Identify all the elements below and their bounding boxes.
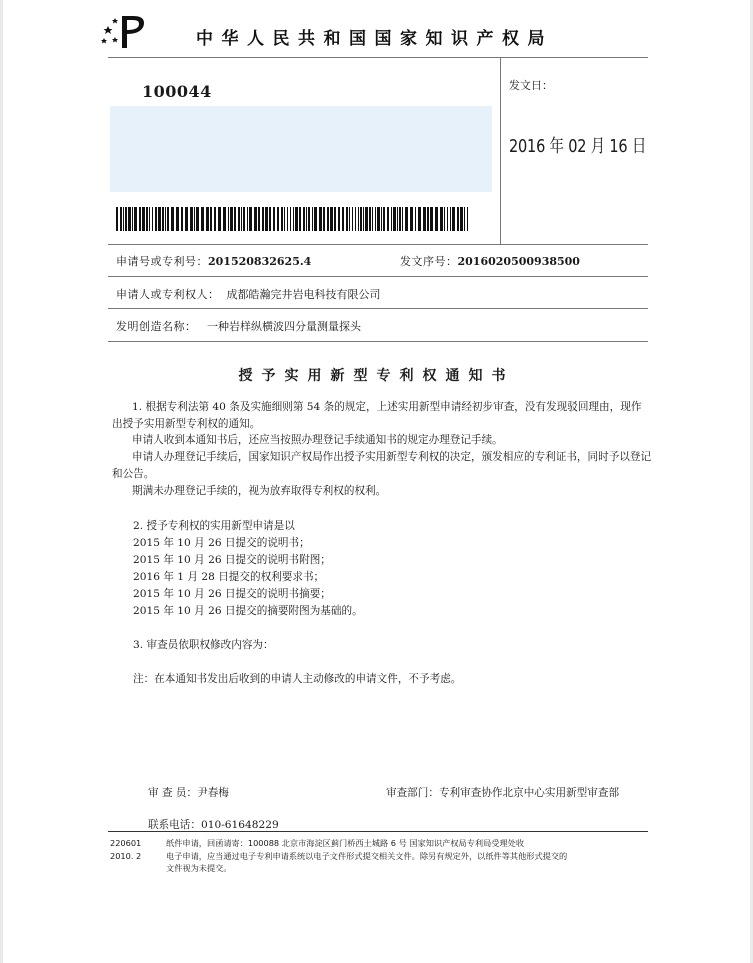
paragraph-1 — [112, 399, 652, 433]
examiner: 审 查 员：尹春梅 — [148, 787, 229, 799]
basis-line: 2015 年 10 月 26 日提交的说明书摘要； — [133, 588, 331, 600]
field-rule-1 — [108, 276, 648, 277]
paragraph-3 — [112, 449, 652, 483]
rule-below-barcode — [108, 244, 648, 245]
postcode: 100044 — [142, 82, 212, 101]
basis-line: 2016 年 1 月 28 日提交的权利要求书； — [133, 571, 325, 583]
form-version: 2010. 2 — [110, 851, 142, 861]
app-no-field — [116, 253, 311, 269]
send-date-value: 2016 年 02 月 16 日 — [509, 137, 647, 157]
paragraph-2-text: 申请人收到本通知书后，还应当按照办理登记手续通知书的规定办理登记手续。 — [132, 434, 503, 446]
footer-paper-note: 纸件申请，回函请寄：100088 北京市海淀区蓟门桥西土城路 6 号 国家知识产权局专利局受理处收 — [166, 838, 525, 848]
basis-line: 2015 年 10 月 26 日提交的摘要附图为基础的。 — [133, 605, 363, 617]
app-no-value: 201520832625.4 — [208, 255, 312, 268]
field-rule-3 — [108, 341, 648, 342]
page-edge-left — [0, 0, 3, 963]
basis-line: 2015 年 10 月 26 日提交的说明书附图； — [133, 554, 331, 566]
paragraph-2 — [112, 432, 652, 449]
doc-no-field — [400, 253, 580, 269]
form-code: 220601 — [110, 838, 142, 848]
send-date-label: 发文日： — [509, 79, 553, 92]
paragraph-4 — [112, 483, 652, 500]
header-divider — [500, 57, 501, 245]
section-2-title: 2. 授予专利权的实用新型申请是以 — [133, 520, 295, 532]
invention-value: 一种岩样纵横波四分量测量探头 — [207, 320, 361, 333]
address-window — [110, 106, 492, 192]
paragraph-1-text: 1. 根据专利法第 40 条及实施细则第 54 条的规定，上述实用新型申请经初步审查，没有发现驳回理由，现作出授予实用新型专利权的通知。 — [112, 401, 642, 430]
org-name: 中华人民共和国国家知识产权局 — [196, 29, 553, 49]
footer-rule — [108, 831, 648, 832]
section-3-title: 3. 审查员依职权修改内容为： — [133, 639, 274, 651]
applicant-value: 成都皓瀚完井岩电科技有限公司 — [226, 288, 381, 301]
paragraph-4-text: 期满未办理登记手续的，视为放弃取得专利权的权利。 — [132, 485, 387, 497]
invention-label: 发明创造名称： — [116, 320, 197, 333]
note: 注：在本通知书发出后收到的申请人主动修改的申请文件，不予考虑。 — [133, 673, 462, 685]
header-rule — [108, 57, 648, 58]
department: 审查部门：专利审查协作北京中心实用新型审查部 — [386, 787, 620, 799]
invention-field — [116, 318, 361, 334]
app-no-label: 申请号或专利号： — [116, 255, 208, 268]
applicant-field — [116, 286, 381, 302]
doc-no-label: 发文序号： — [400, 255, 458, 268]
footer-electronic-note-cont: 文件视为未提交。 — [166, 863, 232, 873]
paragraph-3-text: 申请人办理登记手续后，国家知识产权局作出授予实用新型专利权的决定，颁发相应的专利证书，同时予以登记和公告。 — [112, 451, 652, 480]
footer-electronic-note: 电子申请，应当通过电子专利申请系统以电子文件形式提交相关文件。除另有规定外，以纸件等其他形式提交的 — [166, 851, 568, 861]
applicant-label: 申请人或专利权人： — [116, 288, 220, 301]
phone: 联系电话：010-61648229 — [148, 819, 279, 831]
doc-no-value: 2016020500938500 — [457, 255, 580, 268]
notice-title: 授予实用新型专利权通知书 — [238, 368, 515, 384]
field-rule-2 — [108, 308, 648, 309]
barcode-2 — [293, 207, 468, 231]
barcode-1 — [116, 207, 291, 231]
basis-line: 2015 年 10 月 26 日提交的说明书； — [133, 537, 310, 549]
cnipa-logo — [100, 12, 148, 52]
